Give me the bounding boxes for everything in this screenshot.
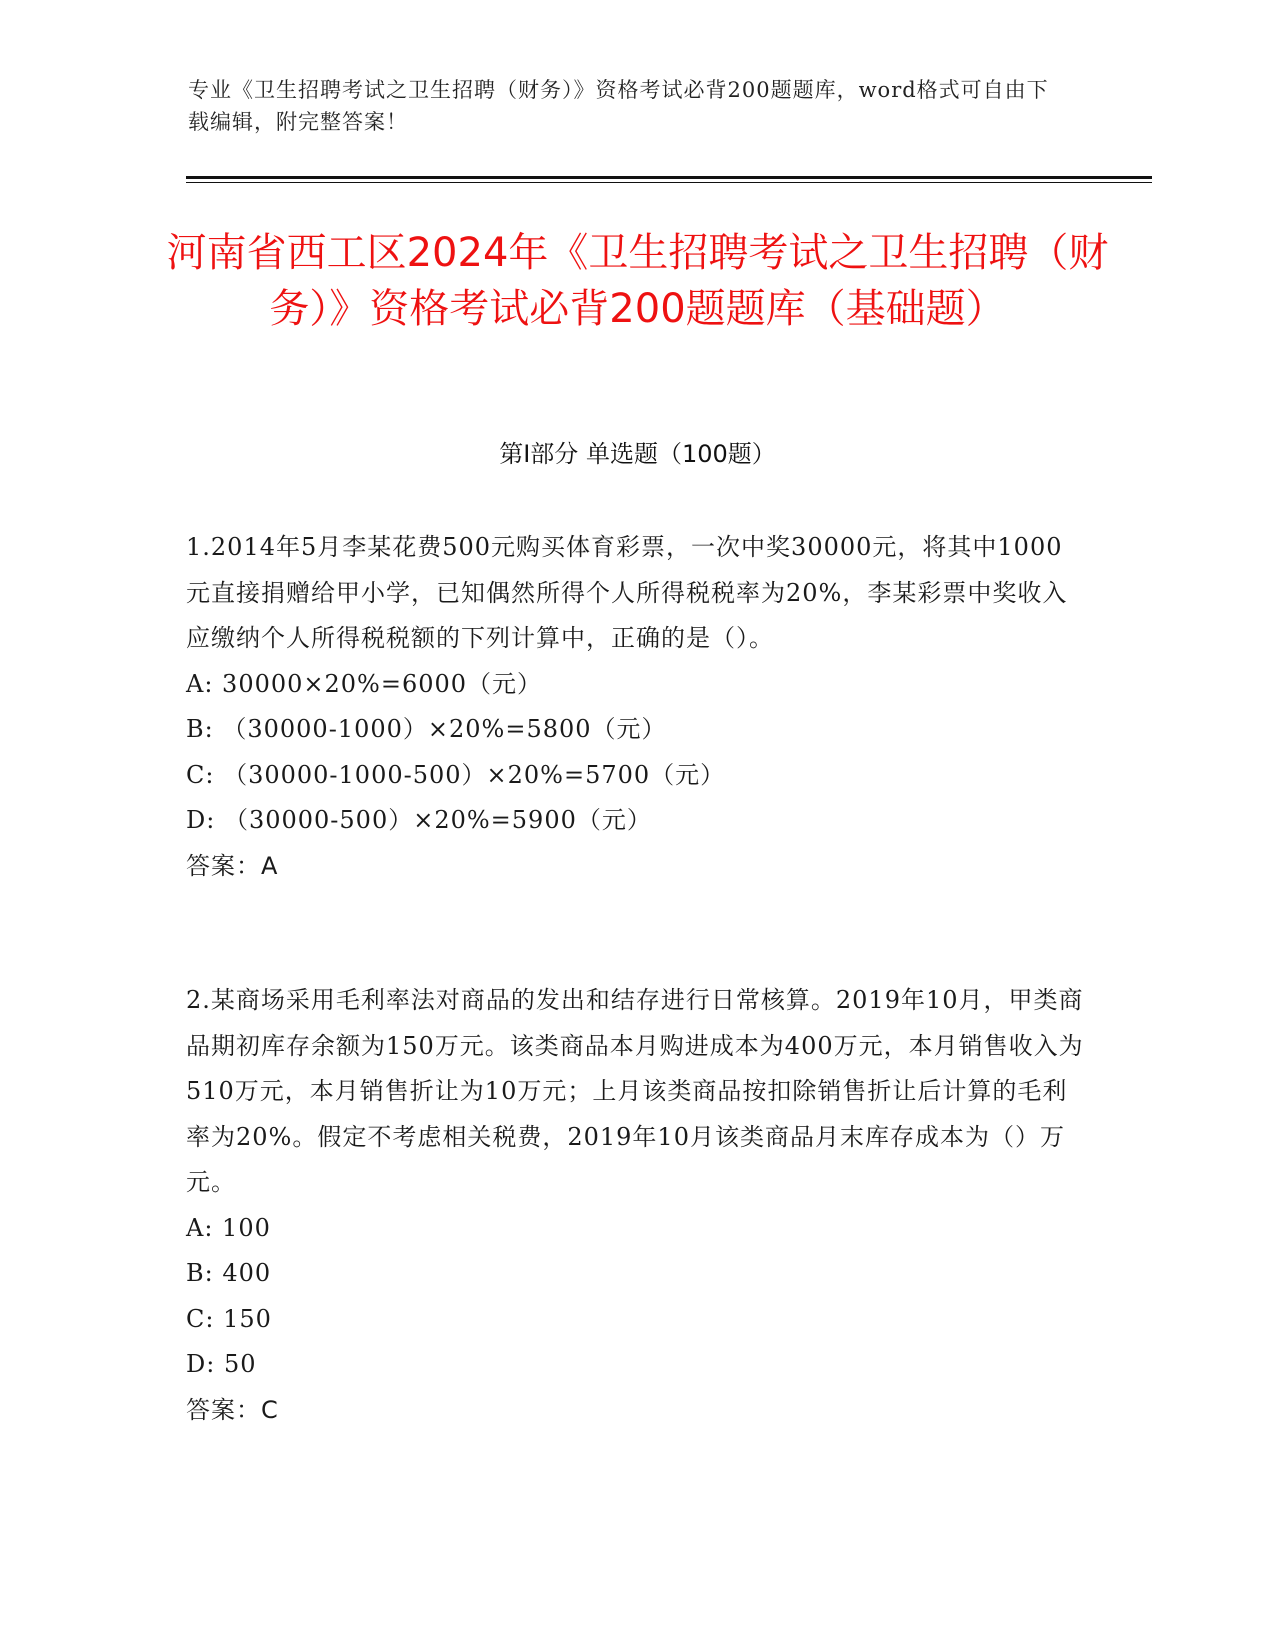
option-c: C: （30000-1000-500）×20%=5700（元）: [186, 760, 726, 789]
header-divider-thin: [186, 182, 1152, 183]
option-b: B: 400: [186, 1259, 272, 1287]
header-divider-thick: [186, 176, 1152, 179]
answer: 答案：C: [186, 1395, 279, 1424]
option-c: C: 150: [186, 1304, 272, 1333]
section-title: 第Ⅰ部分 单选题（100题）: [499, 440, 776, 468]
answer: 答案：A: [186, 851, 279, 880]
option-b: B: （30000-1000）×20%=5800（元）: [186, 715, 667, 743]
document-title: 河南省西工区2024年《卫生招聘考试之卫生招聘（财务）》资格考试必背200题题库（基础题）: [166, 230, 1109, 332]
option-a: A: 100: [186, 1213, 271, 1242]
question-text: 1.2014年5月李某花费500元购买体育彩票，一次中奖30000元，将其中1000元直接捐赠给甲小学，已知偶然所得个人所得税税率为20%，李某彩票中奖收入应缴纳个人所得税税额的下列计算中，正确的是（）。: [186, 533, 1068, 652]
option-d: D: 50: [186, 1350, 257, 1378]
question-2: [186, 978, 1086, 1433]
option-a: A: 30000×20%=6000（元）: [186, 669, 543, 698]
question-text: 2.某商场采用毛利率法对商品的发出和结存进行日常核算。2019年10月，甲类商品期初库存余额为150万元。该类商品本月购进成本为400万元，本月销售收入为510万元，本月销售折让为10万元；上月该类商品按扣除销售折让后计算的毛利率为20%。假定不考虑相关税费，2019年10月该类商品月末库存成本为（）万元。: [186, 986, 1084, 1196]
option-d: D: （30000-500）×20%=5900（元）: [186, 806, 652, 834]
question-1: [186, 525, 1086, 889]
header-note: 专业《卫生招聘考试之卫生招聘（财务）》资格考试必背200题题库，word格式可自由下载编辑，附完整答案！: [188, 78, 1049, 134]
